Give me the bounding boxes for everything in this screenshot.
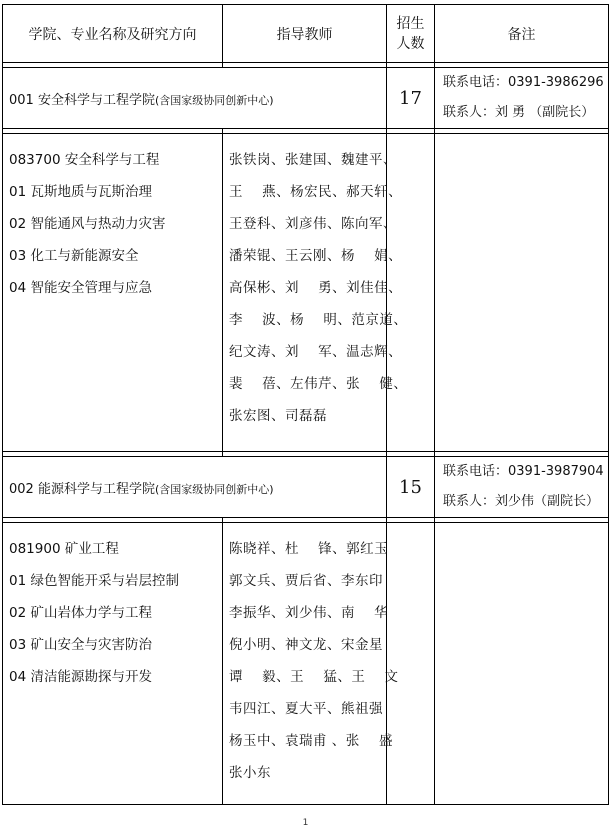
major-title: 081900 矿业工程 (9, 541, 119, 557)
page-number: 1 (302, 818, 309, 828)
advisor-line: 王登科、刘彦伟、陈向军、 (229, 216, 397, 232)
major-directions (3, 134, 223, 452)
advisor-line: 潘荣锟、王云刚、杨 娟、 (229, 248, 403, 264)
college-name: 001 安全科学与工程学院(含国家级协同创新中心) (3, 68, 387, 129)
header-notes: 备注 (435, 5, 609, 63)
advisor-line: 张小东 (229, 765, 271, 781)
major-directions (3, 523, 223, 805)
advisor-line: 李 波、杨 明、范京道、 (229, 312, 408, 328)
direction-item: 01 绿色智能开采与岩层控制 (9, 573, 179, 589)
direction-item: 03 化工与新能源安全 (9, 248, 139, 264)
note-empty (435, 134, 609, 452)
advisor-list (223, 134, 408, 452)
college-name: 002 能源科学与工程学院(含国家级协同创新中心) (3, 457, 387, 518)
advisor-line: 高保彬、刘 勇、刘佳佳、 (229, 280, 403, 296)
direction-item: 04 智能安全管理与应急 (9, 280, 152, 296)
advisor-line: 纪文涛、刘 军、温志辉、 (229, 344, 403, 360)
contact-person: 联系人：刘 勇 （副院长） (443, 105, 595, 120)
advisor-line: 倪小明、神文龙、宋金星 (229, 637, 383, 653)
direction-item: 02 智能通风与热动力灾害 (9, 216, 166, 232)
contact-note (435, 68, 609, 129)
major-row (3, 523, 609, 805)
count-empty (387, 523, 435, 805)
enrollment-table (2, 4, 609, 805)
header-college: 学院、专业名称及研究方向 (3, 5, 223, 63)
advisor-line: 韦四江、夏大平、熊祖强 (229, 701, 383, 717)
header-advisor: 指导教师 (223, 5, 387, 63)
table-header-row (3, 5, 609, 63)
direction-item: 03 矿山安全与灾害防治 (9, 637, 152, 653)
direction-item: 04 清洁能源勘探与开发 (9, 669, 152, 685)
contact-phone: 联系电话：0391-3986296 (443, 75, 604, 90)
advisor-list (223, 523, 399, 805)
advisor-line: 谭 毅、王 猛、王 文 (229, 669, 399, 685)
direction-item: 02 矿山岩体力学与工程 (9, 605, 152, 621)
advisor-line: 裴 蓓、左伟芹、张 健、 (229, 376, 408, 392)
college-row (3, 457, 609, 518)
header-count: 招生 人数 (387, 5, 435, 63)
major-title: 083700 安全科学与工程 (9, 152, 160, 168)
advisor-line: 李振华、刘少伟、南 华 (229, 605, 389, 621)
advisor-line: 郭文兵、贾后省、李东印 (229, 573, 383, 589)
enrollment-count: 17 (387, 68, 435, 129)
advisor-line: 杨玉中、袁瑞甫 、张 盛 (229, 733, 393, 749)
advisor-line: 张铁岗、张建国、魏建平、 (229, 152, 397, 168)
contact-person: 联系人：刘少伟（副院长） (443, 494, 600, 509)
advisor-line: 王 燕、杨宏民、郝天轩、 (229, 184, 403, 200)
note-empty (435, 523, 609, 805)
direction-item: 01 瓦斯地质与瓦斯治理 (9, 184, 152, 200)
college-row (3, 68, 609, 129)
enrollment-count: 15 (387, 457, 435, 518)
advisor-line: 张宏图、司磊磊 (229, 408, 327, 424)
contact-note (435, 457, 609, 518)
contact-phone: 联系电话：0391-3987904 (443, 464, 604, 479)
advisor-line: 陈晓祥、杜 锋、郭红玉 (229, 541, 389, 557)
major-row (3, 134, 609, 452)
